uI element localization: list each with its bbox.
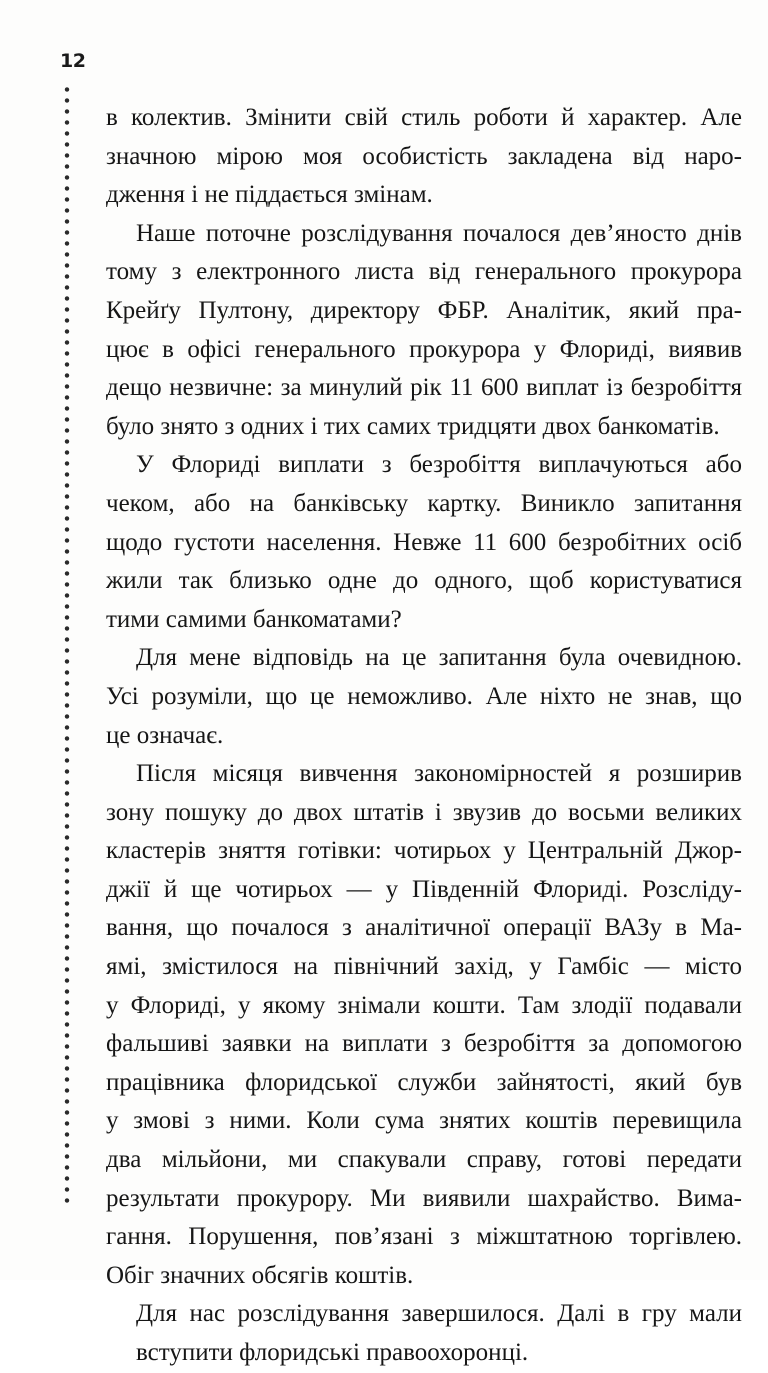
text-line: цює в офісі генерального прокурора у Флориді, виявив	[106, 335, 742, 363]
body-text	[106, 99, 742, 1373]
text-line: Для нас розслідування завершилося. Далі в гру мали	[136, 1300, 742, 1328]
text-line: джії й ще чотирьох — у Південній Флориді. Розсліду-	[106, 875, 742, 903]
text-line: фальшиві заявки на виплати з безробіття за допомогою	[106, 1030, 742, 1058]
text-line: Усі розуміли, що це неможливо. Але ніхто не знав, що	[106, 682, 742, 710]
text-line: ямі, змістилося на північний захід, у Гамбіс — місто	[106, 953, 742, 981]
text-line: жили так близько одне до одного, щоб користуватися	[106, 567, 742, 595]
text-line: Для мене відповідь на це запитання була очевидною.	[136, 644, 742, 672]
dotted-margin-rule	[64, 84, 70, 1204]
text-line: зону пошуку до двох штатів і звузив до восьми великих	[106, 798, 742, 826]
text-line: тими самими банкоматами?	[106, 605, 402, 633]
text-line: щодо густоти населення. Невже 11 600 безробітних осіб	[106, 528, 742, 556]
text-line: результати прокурору. Ми виявили шахрайство. Вима-	[106, 1184, 742, 1212]
text-line: два мільйони, ми спакували справу, готові передати	[106, 1146, 742, 1174]
text-line: було знято з одних і тих самих тридцяти двох банкоматів.	[106, 412, 720, 440]
text-line: у Флориді, у якому знімали кошти. Там злодії подавали	[106, 991, 742, 1019]
text-line: гання. Порушення, пов’язані з міжштатною торгівлею.	[106, 1223, 742, 1251]
text-line: дещо незвичне: за минулий рік 11 600 виплат із безробіття	[106, 374, 742, 402]
text-line: кластерів зняття готівки: чотирьох у Центральній Джор-	[106, 837, 742, 865]
text-line: у змові з ними. Коли сума знятих коштів перевищила	[106, 1107, 742, 1135]
text-line: працівника флоридської служби зайнятості, який був	[106, 1068, 742, 1096]
text-line: Обіг значних обсягів коштів.	[106, 1261, 414, 1289]
text-line: дження і не піддається змінам.	[106, 181, 433, 209]
text-line: Наше поточне розслідування почалося дев’яносто днів	[136, 219, 742, 247]
text-line: Крейґу Пултону, директору ФБР. Аналітик, який пра-	[106, 296, 742, 324]
text-line: вступити флоридські правоохоронці.	[136, 1339, 529, 1366]
text-line: вання, що почалося з аналітичної операції ВАЗу в Ма-	[106, 914, 742, 942]
page-number: 12	[60, 50, 86, 72]
text-line: це означає.	[106, 721, 224, 749]
text-line: чеком, або на банківську картку. Виникло запитання	[106, 489, 742, 517]
text-line: У Флориді виплати з безробіття виплачуються або	[136, 451, 742, 479]
text-line: тому з електронного листа від генерального прокурора	[106, 258, 742, 286]
text-line: значною мірою моя особистість закладена від наро-	[106, 142, 742, 170]
text-line: Після місяця вивчення закономірностей я розширив	[136, 760, 742, 788]
text-line: в колектив. Змінити свій стиль роботи й характер. Але	[106, 104, 742, 131]
